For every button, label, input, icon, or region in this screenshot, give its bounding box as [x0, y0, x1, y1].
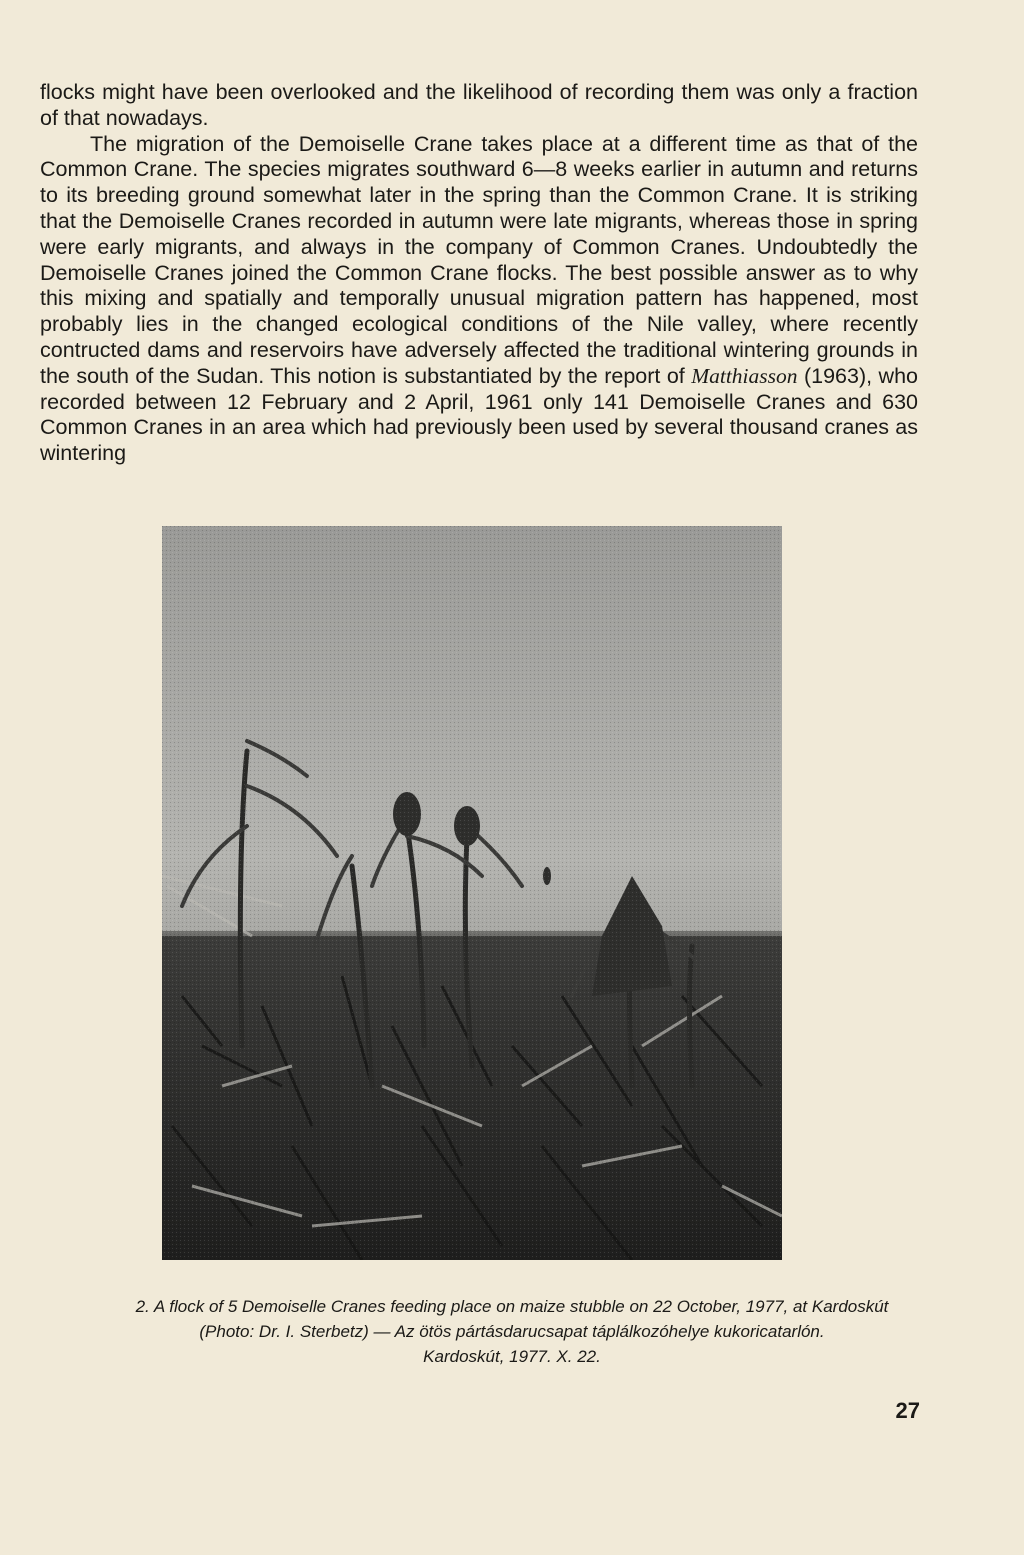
caption-line-1: 2. A flock of 5 Demoiselle Cranes feeding place on maize stubble on 22 October, 1977, at Kardoskút — [135, 1297, 889, 1316]
body-text — [40, 80, 918, 467]
figure-caption — [20, 1294, 1004, 1369]
page-number: 27 — [895, 1398, 920, 1423]
photo-maize-stubble — [162, 526, 782, 1260]
paragraph-2-part-a: The migration of the Demoiselle Crane takes place at a different time as that of the Common Crane. The species migrates southward 6—8 weeks earlier in autumn and returns to its breeding ground somewhat later in the spring than the Common Crane. It is striking that the Demoiselle Cranes recorded in autumn were late migrants, whereas those in spring were early migrants, and always in the company of Common Cranes. Undoubtedly the Demoiselle Cranes joined the Common Crane flocks. The best possible answer as to why this mixing and spatially and temporally unusual migration pattern has happened, most probably lies in the changed ecological conditions of the Nile valley, where recently contructed dams and reservoirs have adversely affected the traditional wintering grounds in the south of the Sudan. This notion is substantiated by the report of — [40, 131, 918, 388]
paragraph-1: flocks might have been overlooked and the likelihood of recording them was only a fraction of that nowadays. — [40, 80, 918, 130]
paragraph-2-part-b: (1963), who recorded between 12 February and 2 April, 1961 only 141 Demoiselle Cranes and 630 Common Cranes in an area which had previously been used by several thousand cranes as wintering — [40, 363, 918, 466]
caption-line-2: (Photo: Dr. I. Sterbetz) — Az ötös pártásdarucsapat táplálkozóhelye kukoricatarlón. — [199, 1322, 825, 1341]
photo-illustration — [162, 526, 782, 1260]
cited-author: Matthiasson — [691, 363, 798, 388]
paragraph-2 — [40, 132, 918, 467]
caption-line-3: Kardoskút, 1977. X. 22. — [423, 1347, 601, 1366]
